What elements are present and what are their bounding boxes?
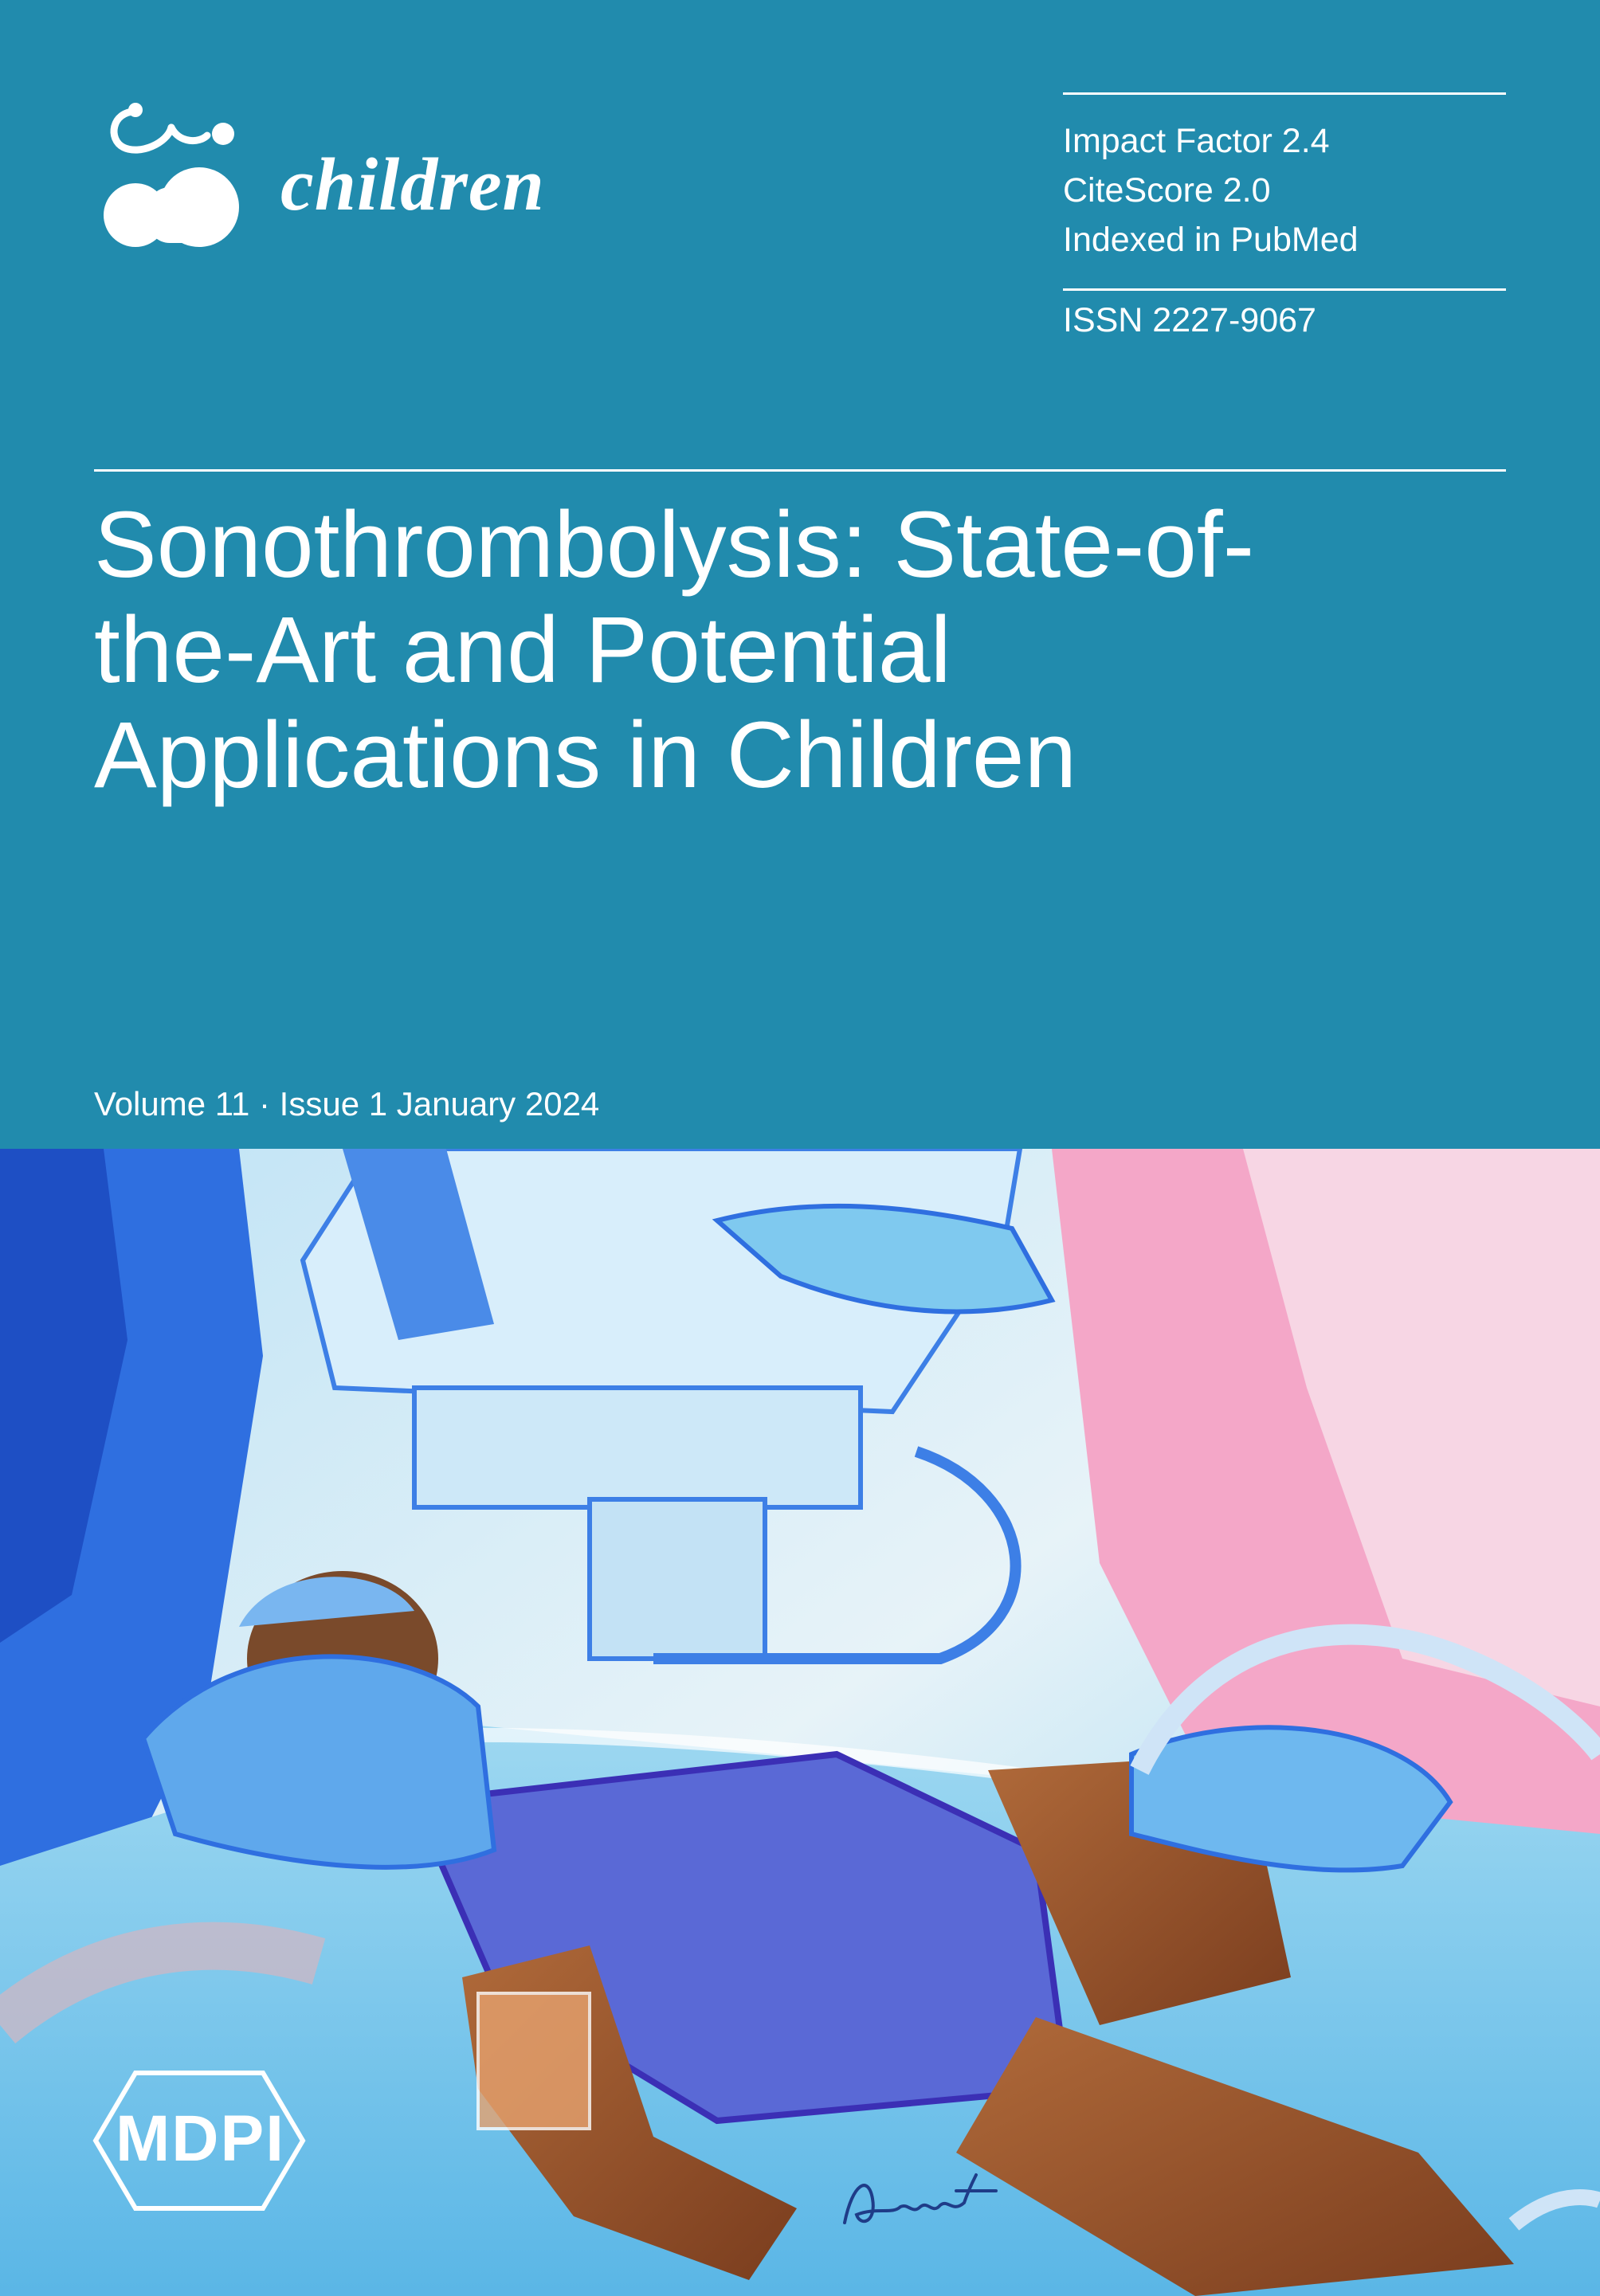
title-line: the-Art and Potential <box>94 598 951 703</box>
title-line: Applications in Children <box>94 703 1077 808</box>
artist-signature <box>837 2167 1004 2239</box>
impact-factor: Impact Factor 2.4 <box>1063 122 1330 160</box>
title-divider <box>94 469 1506 472</box>
publisher-name: MDPI <box>116 2102 285 2175</box>
journal-name: children <box>280 143 545 226</box>
citescore: CiteScore 2.0 <box>1063 171 1271 210</box>
issn: ISSN 2227-9067 <box>1063 301 1316 339</box>
cover-title <box>94 492 1449 808</box>
indexed-in: Indexed in PubMed <box>1063 221 1359 259</box>
title-line: Sonothrombolysis: State-of- <box>94 492 1254 598</box>
stethoscope-baby-logo-icon <box>104 96 239 255</box>
volume-issue: Volume 11 · Issue 1 January 2024 <box>94 1085 600 1123</box>
journal-metrics <box>1063 92 1506 291</box>
